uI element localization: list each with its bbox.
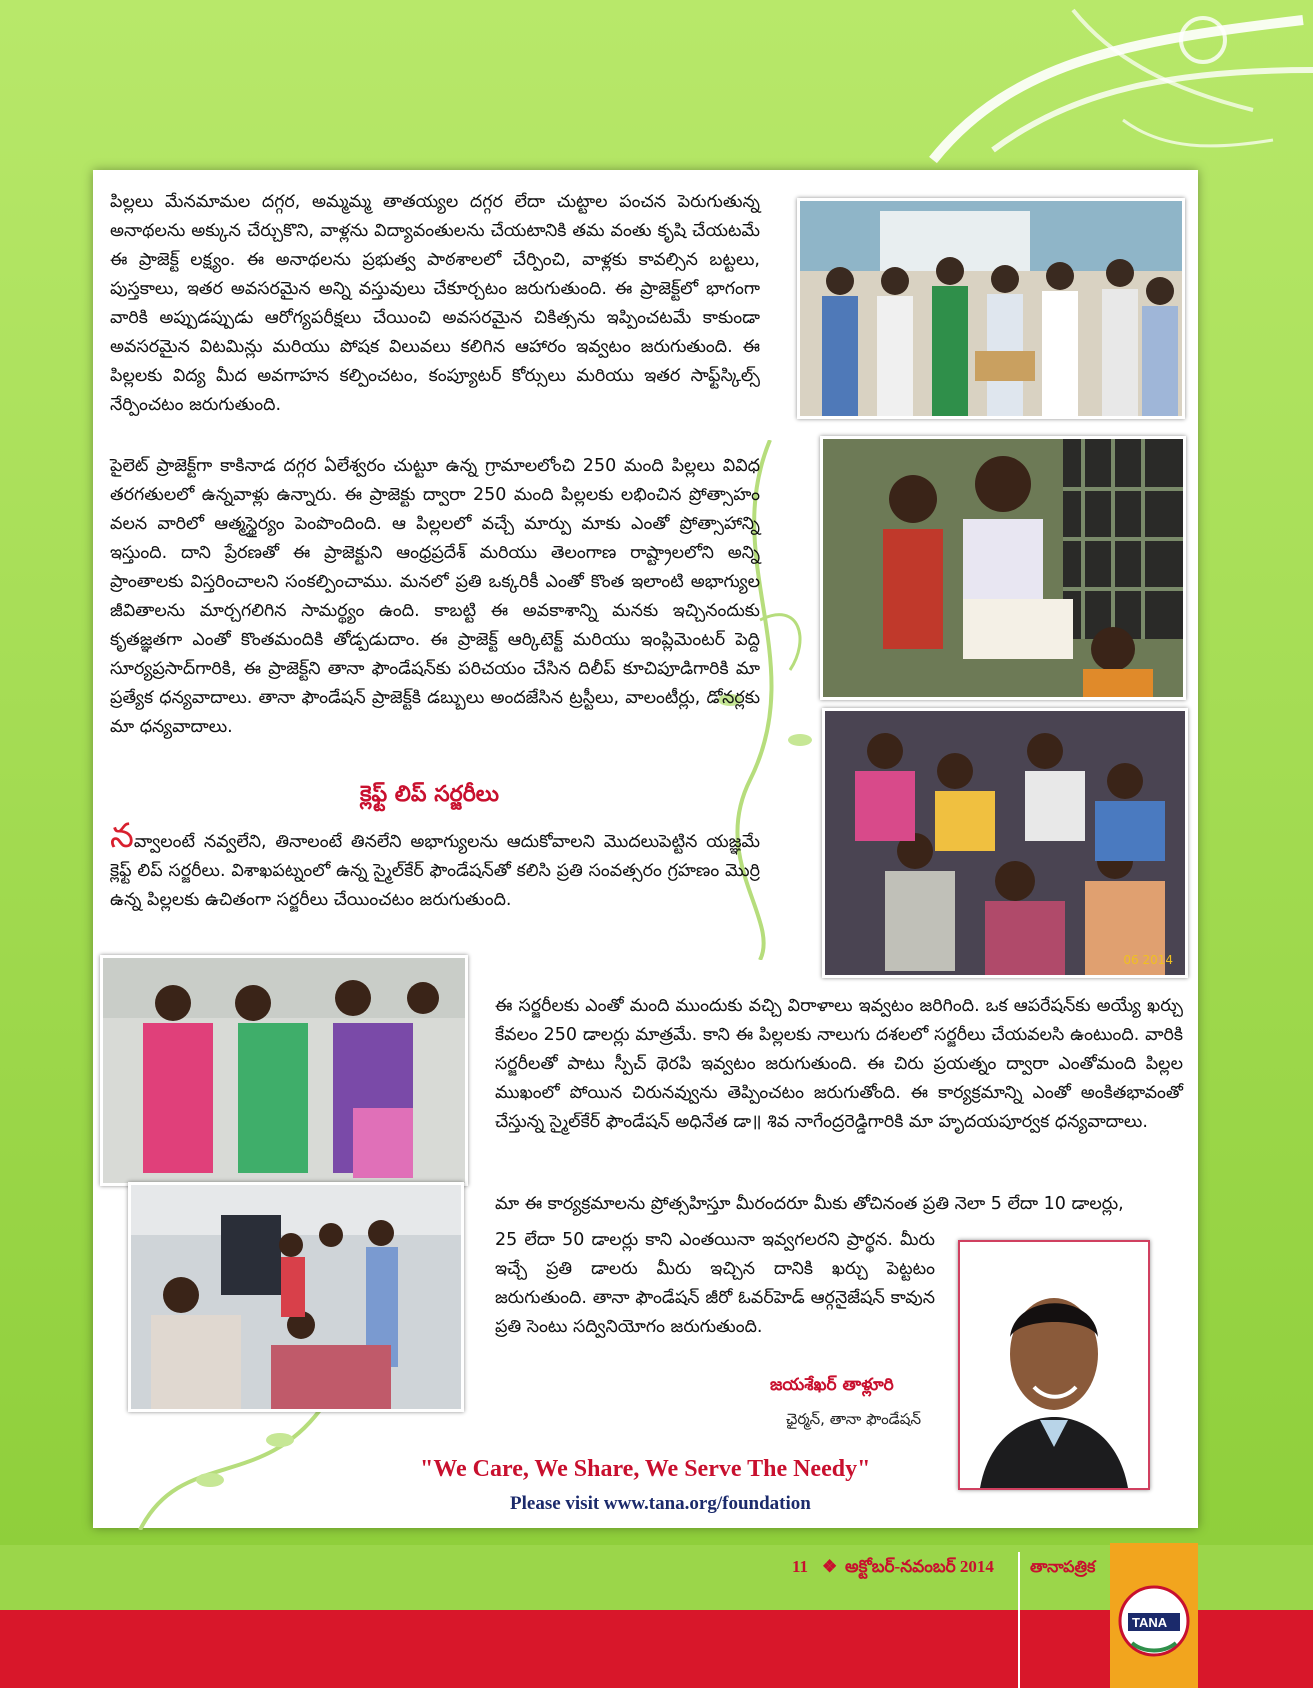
paragraph-cleft-lip-intro (110, 816, 760, 915)
issue-date: అక్టోబర్-నవంబర్ 2014 (845, 1557, 994, 1576)
section-heading-cleft-lip: క్లెఫ్ట్ లిప్ సర్జరీలు (360, 782, 499, 807)
photo-mothers-with-babies (100, 955, 468, 1186)
signature-name: జయశేఖర్ తాళ్లూరి (770, 1375, 894, 1395)
separator-icon: ❖ (822, 1557, 838, 1576)
photo-hospital-visit (128, 1182, 464, 1412)
magazine-name: తానాపత్రిక (1030, 1557, 1096, 1576)
signature-title: ఛైర్మన్, తానా ఫౌండేషన్ (786, 1410, 922, 1428)
footer-divider (1018, 1552, 1020, 1688)
drop-initial: న (110, 816, 134, 856)
paragraph-pilot-project: పైలెట్ ప్రాజెక్ట్‌గా కాకినాడ దగ్గర ఏలేశ్వరం చుట్టూ ఉన్న గ్రామాలలోంచి 250 మంది పిల్లలు వివిధ తరగతులలో ఉన్నవాళ్లు ఉన్నారు. ఈ ప్రాజెక్టు ద్వారా 250 మంది పిల్లలకు లభించిన ప్రోత్సాహం వలన వారిలో ఆత్మస్థైర్యం పెంపొందింది. ఆ పిల్లలలో వచ్చే మార్పు మాకు ఎంతో ప్రోత్సాహాన్ని ఇస్తుంది. దాని ప్రేరణతో ఈ ప్రాజెక్టుని ఆంధ్రప్రదేశ్ మరియు తెలంగాణ రాష్ట్రాలలోని అన్ని ప్రాంతాలకు విస్తరించాలని సంకల్పించాము. మనలో ప్రతి ఒక్కరికీ ఎంతో కొంత ఇలాంటి అభాగ్యుల జీవితాలను మార్చగలిగిన సామర్థ్యం ఉంది. కాబట్టి ఈ అవకాశాన్ని మనకు ఇచ్చినందుకు కృతజ్ఞతగా ఎంతో కొంతమందికి తోడ్పడుదాం. ఈ ప్రాజెక్ట్ ఆర్కిటెక్ట్ మరియు ఇంప్లిమెంటర్ పెద్ది సూర్యప్రసాద్‌గారికి, ఈ ప్రాజెక్ట్‌ని తానా ఫౌండేషన్‌కు పరిచయం చేసిన దిలీప్ కూచిపూడిగారికి మా ప్రత్యేక ధన్యవాదాలు. తానా ఫౌండేషన్ ప్రాజెక్ట్‌కి డబ్బులు అందజేసిన ట్రస్టీలు, వాలంటీర్లు, డోనర్లకు మా ధన్యవాదాలు. (110, 456, 760, 737)
paragraph-appeal: 25 లేదా 50 డాలర్లు కాని ఎంతయినా ఇవ్వగలరని ప్రార్థన. మీరు ఇచ్చే ప్రతి డాలరు మీరు ఇచ్చిన దానికి ఖర్చు పెట్టటం జరుగుతుంది. తానా ఫౌండేషన్ జీరో ఓవర్‌హెడ్ ఆర్గనైజేషన్ కావున ప్రతి సెంటు సద్వినియోగం జరుగుతుంది. (495, 1230, 935, 1337)
visit-link-text: Please visit www.tana.org/foundation (510, 1493, 811, 1514)
paragraph-cleft-lip-text: వ్వాలంటే నవ్వలేని, తినాలంటే తినలేని అభాగ్యులను ఆదుకోవాలని మొదలుపెట్టిన యజ్ఞమే క్లెఫ్ట్ లిప్ సర్జరీలు. విశాఖపట్నంలో ఉన్న స్మైల్‌కేర్ ఫౌండేషన్‌తో కలిసి ప్రతి సంవత్సరం గ్రహణం మొర్రి ఉన్న పిల్లలకు ఉచితంగా సర్జరీలు చేయించటం జరుగుతుంది. (110, 832, 760, 910)
page-number: 11 (792, 1557, 809, 1576)
paragraph-appeal-line: మా ఈ కార్యక్రమాలను ప్రోత్సహిస్తూ మీరందరూ మీకు తోచినంత ప్రతి నెలా 5 లేదా 10 డాలర్లు, (495, 1194, 1124, 1214)
photo-date-stamp: 06 2014 (1123, 953, 1173, 967)
photo-group-handover (797, 198, 1185, 419)
paragraph-orphans-project: పిల్లలు మేనమామల దగ్గర, అమ్మమ్మ తాతయ్యల దగ్గర లేదా చుట్టాల పంచన పెరుగుతున్న అనాథలను అక్కున చేర్చుకొని, వాళ్లను విద్యావంతులను చేయటానికి తమ వంతు కృషి చేయటమే ఈ ప్రాజెక్ట్ లక్ష్యం. ఈ అనాథలను ప్రభుత్వ పాఠశాలలో చేర్పించి, వాళ్లకు కావల్సిన బట్టలు, పుస్తకాలు, ఇతర అవసరమైన అన్ని వస్తువులు చేకూర్చటం జరుగుతుంది. ఈ ప్రాజెక్ట్‌లో భాగంగా వారికి అప్పుడప్పుడు ఆరోగ్యపరీక్షలు చేయించి అవసరమైన చికిత్సను ఇప్పించటమే కాకుండా అవసరమైన విటమిన్లు మరియు పోషక విలువలు కలిగిన ఆహారం ఇవ్వటం జరుగుతుంది. ఈ పిల్లలకు విద్య మీద అవగాహన కల్పించటం, కంప్యూటర్ కోర్సులు మరియు ఇతర సాఫ్ట్‌స్కిల్స్ నేర్పించటం జరుగుతుంది. (110, 192, 760, 415)
photo-girl-with-books (820, 436, 1186, 700)
tana-logo (1110, 1543, 1198, 1688)
photo-chairman-portrait (958, 1240, 1150, 1490)
photo-children-classroom (822, 708, 1188, 978)
tana-logo-text: TANA (1132, 1615, 1168, 1630)
slogan: "We Care, We Share, We Serve The Needy" (420, 1456, 871, 1482)
swirl-ornament (873, 0, 1313, 170)
paragraph-surgery-donations: ఈ సర్జరీలకు ఎంతో మంది ముందుకు వచ్చి విరాళాలు ఇవ్వటం జరిగింది. ఒక ఆపరేషన్‌కు అయ్యే ఖర్చు కేవలం 250 డాలర్లు మాత్రమే. కాని ఈ పిల్లలకు నాలుగు దశలలో సర్జరీలు చేయవలసి ఉంటుంది. వారికి సర్జరీలతో పాటు స్పీచ్ థెరపి ఇవ్వటం జరుగుతుంది. ఈ చిరు ప్రయత్నం ద్వారా ఎంతోమంది పిల్లల ముఖంలో పోయిన చిరునవ్వును తెప్పించటం జరుగుతోంది. ఈ కార్యక్రమాన్ని ఎంతో అంకితభావంతో చేస్తున్న స్మైల్‌కేర్ ఫౌండేషన్ అధినేత డా॥ శివ నాగేంద్రరెడ్డిగారికి మా హృదయపూర్వక ధన్యవాదాలు. (495, 996, 1183, 1132)
